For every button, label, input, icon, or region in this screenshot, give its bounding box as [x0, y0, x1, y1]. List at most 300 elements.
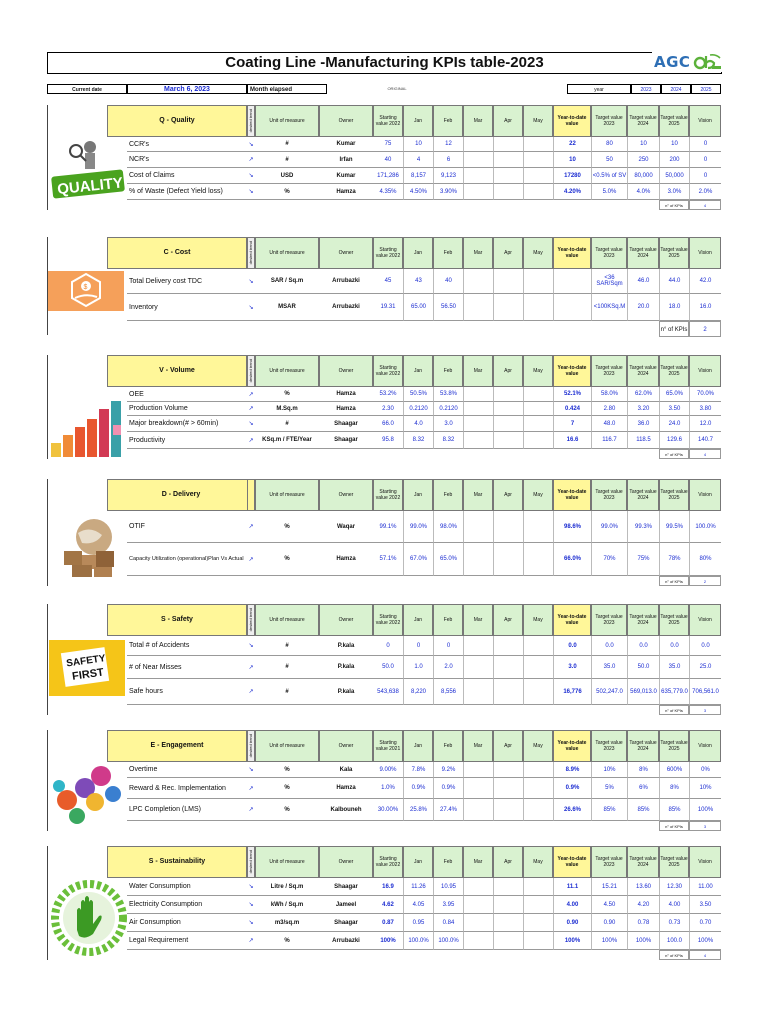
target-2025: 35.0	[659, 656, 689, 679]
owner: Hamza	[319, 402, 373, 416]
starting-value: 19.31	[373, 294, 403, 321]
section-header	[47, 479, 721, 511]
may-header: May	[523, 846, 553, 878]
kpi-count-value: 4	[689, 200, 721, 210]
kpi-row	[47, 762, 721, 778]
vision-header: Vision	[689, 604, 721, 636]
target-2023: 0.0	[591, 636, 627, 656]
mar-value	[463, 432, 493, 449]
feb-value: 3.95	[433, 896, 463, 914]
trend-arrow-icon: ↘	[247, 636, 255, 656]
trend-arrow-icon: ↗	[247, 778, 255, 799]
trend-header-text: desired trend	[248, 359, 253, 383]
jan-header: Jan	[403, 237, 433, 269]
target-2024-header: Target value 2024	[627, 105, 659, 137]
starting-value-header: Starting value 2021	[373, 730, 403, 762]
ytd-value: 7	[553, 416, 591, 432]
year-label: year	[567, 84, 631, 94]
section-header	[47, 105, 721, 137]
jan-value: 4.50%	[403, 184, 433, 200]
apr-header: Apr	[493, 730, 523, 762]
owner: Irfan	[319, 152, 373, 168]
unit-of-measure: #	[255, 416, 319, 432]
jan-header: Jan	[403, 105, 433, 137]
apr-header: Apr	[493, 846, 523, 878]
ytd-value: 4.00	[553, 896, 591, 914]
vision-value: 10%	[689, 778, 721, 799]
starting-value: 543,638	[373, 679, 403, 705]
target-2025: 0.0	[659, 636, 689, 656]
may-value	[523, 387, 553, 402]
target-2024: 85%	[627, 799, 659, 821]
trend-header	[247, 355, 255, 387]
target-2024: 13.60	[627, 878, 659, 896]
target-2025: 200	[659, 152, 689, 168]
kpi-count-label: n° of KPIs	[659, 449, 689, 459]
target-2023-header: Target value 2023	[591, 479, 627, 511]
kpi-row	[47, 896, 721, 914]
mar-value	[463, 762, 493, 778]
target-2025: 50,000	[659, 168, 689, 184]
section-title: C - Cost	[107, 237, 247, 269]
unit-of-measure: %	[255, 511, 319, 543]
kpi-row	[47, 137, 721, 152]
owner-header: Owner	[319, 237, 373, 269]
mar-value	[463, 896, 493, 914]
starting-value-header: Starting value 2022	[373, 355, 403, 387]
trend-header-text: desired trend	[248, 734, 253, 758]
apr-value	[493, 932, 523, 950]
kpi-name: % of Waste (Defect Yield loss)	[127, 184, 247, 200]
feb-value: 9,123	[433, 168, 463, 184]
target-2023: 100%	[591, 932, 627, 950]
mar-value	[463, 636, 493, 656]
section-border	[47, 479, 48, 586]
kpi-row	[47, 799, 721, 821]
target-2025: 12.30	[659, 878, 689, 896]
target-2025: 18.0	[659, 294, 689, 321]
feb-value: 40	[433, 269, 463, 294]
owner: Hamza	[319, 387, 373, 402]
may-value	[523, 152, 553, 168]
starting-value: 171,286	[373, 168, 403, 184]
vision-value: 0	[689, 152, 721, 168]
target-2025-header: Target value 2025	[659, 604, 689, 636]
ytd-value: 4.20%	[553, 184, 591, 200]
jan-value: 8.32	[403, 432, 433, 449]
trend-arrow-icon: ↗	[247, 679, 255, 705]
ytd-value: 0.9%	[553, 778, 591, 799]
kpi-count-label: n° of KPIs	[659, 821, 689, 831]
vision-header: Vision	[689, 479, 721, 511]
feb-value: 12	[433, 137, 463, 152]
year-2025: 2025	[691, 84, 721, 94]
jan-header: Jan	[403, 355, 433, 387]
kpi-name: Safe hours	[127, 679, 247, 705]
unit-of-measure: %	[255, 543, 319, 576]
may-value	[523, 679, 553, 705]
trend-arrow-icon: ↗	[247, 656, 255, 679]
target-2025-header: Target value 2025	[659, 846, 689, 878]
may-value	[523, 914, 553, 932]
starting-value: 0	[373, 636, 403, 656]
trend-header	[247, 105, 255, 137]
starting-value: 100%	[373, 932, 403, 950]
may-value	[523, 402, 553, 416]
may-header: May	[523, 604, 553, 636]
may-value	[523, 778, 553, 799]
unit-of-measure: MSAR	[255, 294, 319, 321]
apr-value	[493, 656, 523, 679]
mar-value	[463, 184, 493, 200]
target-2023: 80	[591, 137, 627, 152]
ytd-header: Year-to-date value	[553, 604, 591, 636]
jan-header: Jan	[403, 730, 433, 762]
target-2023: <0.5% of SV	[591, 168, 627, 184]
target-2023: 5.0%	[591, 184, 627, 200]
kpi-name: NCR's	[127, 152, 247, 168]
feb-value: 9.2%	[433, 762, 463, 778]
feb-value: 53.8%	[433, 387, 463, 402]
section-title: D - Delivery	[107, 479, 255, 511]
apr-header: Apr	[493, 355, 523, 387]
target-2023: 10%	[591, 762, 627, 778]
starting-value: 99.1%	[373, 511, 403, 543]
feb-value: 8,556	[433, 679, 463, 705]
jan-header: Jan	[403, 479, 433, 511]
target-2024: 99.3%	[627, 511, 659, 543]
target-2025-header: Target value 2025	[659, 105, 689, 137]
may-header: May	[523, 730, 553, 762]
starting-value: 40	[373, 152, 403, 168]
kpi-row	[47, 511, 721, 543]
may-value	[523, 932, 553, 950]
mar-value	[463, 269, 493, 294]
owner: P.kala	[319, 636, 373, 656]
vision-header: Vision	[689, 730, 721, 762]
mar-value	[463, 656, 493, 679]
may-value	[523, 762, 553, 778]
target-2025: 65.0%	[659, 387, 689, 402]
unit-of-measure: #	[255, 656, 319, 679]
jan-value: 8,220	[403, 679, 433, 705]
kpi-row	[47, 152, 721, 168]
kpi-row	[47, 778, 721, 799]
vision-value: 0%	[689, 762, 721, 778]
trend-header-text: desired trend	[248, 608, 253, 632]
target-2023: 0.90	[591, 914, 627, 932]
starting-value: 9.00%	[373, 762, 403, 778]
target-2023: 4.50	[591, 896, 627, 914]
unit-header: Unit of measure	[255, 604, 319, 636]
apr-header: Apr	[493, 479, 523, 511]
vision-value: 100.0%	[689, 511, 721, 543]
current-date-value: March 6, 2023	[127, 84, 247, 94]
mar-value	[463, 878, 493, 896]
mar-header: Mar	[463, 479, 493, 511]
kpi-row	[47, 402, 721, 416]
jan-value: 100.0%	[403, 932, 433, 950]
mar-header: Mar	[463, 237, 493, 269]
mar-header: Mar	[463, 846, 493, 878]
unit-of-measure: #	[255, 636, 319, 656]
target-2025: 129.6	[659, 432, 689, 449]
ytd-value: 11.1	[553, 878, 591, 896]
ytd-header: Year-to-date value	[553, 479, 591, 511]
kpi-row	[47, 184, 721, 200]
may-value	[523, 896, 553, 914]
target-2024: 0.0	[627, 636, 659, 656]
feb-header: Feb	[433, 846, 463, 878]
target-2023: 502,247.0	[591, 679, 627, 705]
svg-text:QUALITY: QUALITY	[56, 174, 124, 199]
feb-value: 0.2120	[433, 402, 463, 416]
owner: P.kala	[319, 656, 373, 679]
target-2024: 8%	[627, 762, 659, 778]
target-2025: 44.0	[659, 269, 689, 294]
owner: Shaagar	[319, 914, 373, 932]
vision-value: 42.0	[689, 269, 721, 294]
owner: Hamza	[319, 184, 373, 200]
vision-value: 3.50	[689, 896, 721, 914]
unit-header: Unit of measure	[255, 355, 319, 387]
target-2024-header: Target value 2024	[627, 479, 659, 511]
target-2025: 85%	[659, 799, 689, 821]
trend-arrow-icon: ↘	[247, 269, 255, 294]
target-2025: 3.50	[659, 402, 689, 416]
apr-value	[493, 914, 523, 932]
owner: Shaagar	[319, 432, 373, 449]
kpi-count-label: n° of KPIs	[659, 321, 689, 337]
feb-value: 8.32	[433, 432, 463, 449]
target-2023-header: Target value 2023	[591, 355, 627, 387]
trend-arrow-icon: ↘	[247, 184, 255, 200]
apr-value	[493, 168, 523, 184]
apr-value	[493, 152, 523, 168]
unit-of-measure: #	[255, 137, 319, 152]
owner: Arrubazki	[319, 269, 373, 294]
ytd-value: 17280	[553, 168, 591, 184]
ytd-value: 8.9%	[553, 762, 591, 778]
may-value	[523, 294, 553, 321]
trend-header	[247, 604, 255, 636]
may-value	[523, 878, 553, 896]
kpi-row	[47, 432, 721, 449]
jan-value: 25.8%	[403, 799, 433, 821]
kpi-name: Electricity Consumption	[127, 896, 247, 914]
feb-value: 65.0%	[433, 543, 463, 576]
kpi-count-value: 3	[689, 821, 721, 831]
trend-arrow-icon: ↗	[247, 543, 255, 576]
original-label: ORIGINAL	[387, 86, 407, 91]
target-2025: 10	[659, 137, 689, 152]
year-2024: 2024	[661, 84, 691, 94]
jan-value: 0.2120	[403, 402, 433, 416]
starting-value: 2.30	[373, 402, 403, 416]
target-2025-header: Target value 2025	[659, 730, 689, 762]
ytd-value: 100%	[553, 932, 591, 950]
ytd-header: Year-to-date value	[553, 730, 591, 762]
kpi-name: OTIF	[127, 511, 247, 543]
kpi-count-value: 4	[689, 950, 721, 960]
feb-value: 0	[433, 636, 463, 656]
starting-value-header: Starting value 2022	[373, 105, 403, 137]
ytd-value: 52.1%	[553, 387, 591, 402]
target-2024: 75%	[627, 543, 659, 576]
kpi-name: Capacity Utilization (operational)Plan Vs Actual	[127, 543, 247, 576]
owner: Kumar	[319, 137, 373, 152]
may-value	[523, 168, 553, 184]
unit-header: Unit of measure	[255, 237, 319, 269]
section-title: S - Sustainability	[107, 846, 247, 878]
starting-value: 66.0	[373, 416, 403, 432]
unit-of-measure: %	[255, 932, 319, 950]
vision-header: Vision	[689, 237, 721, 269]
section-title: V - Volume	[107, 355, 247, 387]
feb-value: 6	[433, 152, 463, 168]
kpi-count-label: n° of KPIs	[659, 950, 689, 960]
feb-header: Feb	[433, 604, 463, 636]
trend-arrow-icon: ↘	[247, 914, 255, 932]
target-2024: 6%	[627, 778, 659, 799]
may-value	[523, 269, 553, 294]
vision-value: 0.70	[689, 914, 721, 932]
owner: Hamza	[319, 778, 373, 799]
target-2024: 3.20	[627, 402, 659, 416]
feb-header: Feb	[433, 105, 463, 137]
may-value	[523, 543, 553, 576]
ytd-value	[553, 294, 591, 321]
kpi-row	[47, 269, 721, 294]
target-2025: 24.0	[659, 416, 689, 432]
vision-value: 2.0%	[689, 184, 721, 200]
unit-of-measure: #	[255, 152, 319, 168]
kpi-row	[47, 679, 721, 705]
target-2025: 635,779.0	[659, 679, 689, 705]
apr-value	[493, 184, 523, 200]
target-2025: 600%	[659, 762, 689, 778]
target-2025: 100.0	[659, 932, 689, 950]
target-2024-header: Target value 2024	[627, 730, 659, 762]
ytd-value: 16,776	[553, 679, 591, 705]
kpi-name: OEE	[127, 387, 247, 402]
target-2024: 20.0	[627, 294, 659, 321]
trend-arrow-icon: ↗	[247, 387, 255, 402]
vision-value: 706,561.0	[689, 679, 721, 705]
feb-value: 0.84	[433, 914, 463, 932]
feb-header: Feb	[433, 237, 463, 269]
section-header	[47, 355, 721, 387]
owner-header: Owner	[319, 604, 373, 636]
mar-value	[463, 799, 493, 821]
vision-value: 140.7	[689, 432, 721, 449]
trend-arrow-icon: ↗	[247, 152, 255, 168]
svg-text:FIRST: FIRST	[71, 666, 105, 683]
jan-value: 7.8%	[403, 762, 433, 778]
target-2023-header: Target value 2023	[591, 730, 627, 762]
jan-value: 67.0%	[403, 543, 433, 576]
ytd-value: 16.6	[553, 432, 591, 449]
jan-value: 65.00	[403, 294, 433, 321]
unit-header: Unit of measure	[255, 479, 319, 511]
current-date-label: Current date	[47, 84, 127, 94]
may-header: May	[523, 355, 553, 387]
starting-value: 4.62	[373, 896, 403, 914]
target-2023: <100KSq.M	[591, 294, 627, 321]
apr-value	[493, 896, 523, 914]
target-2025: 8%	[659, 778, 689, 799]
feb-header: Feb	[433, 730, 463, 762]
section-header	[47, 846, 721, 878]
jan-header: Jan	[403, 846, 433, 878]
ytd-value: 66.0%	[553, 543, 591, 576]
month-elapsed-label: Month elapsed	[247, 84, 327, 94]
target-2023: 5%	[591, 778, 627, 799]
company-logo	[652, 52, 722, 72]
trend-arrow-icon: ↗	[247, 511, 255, 543]
section-border	[47, 355, 48, 459]
target-2024: 62.0%	[627, 387, 659, 402]
trend-arrow-icon: ↗	[247, 432, 255, 449]
may-value	[523, 799, 553, 821]
kpi-count-label: n° of KPIs	[659, 200, 689, 210]
target-2025: 99.5%	[659, 511, 689, 543]
mar-value	[463, 137, 493, 152]
apr-value	[493, 778, 523, 799]
target-2023: 15.21	[591, 878, 627, 896]
vision-value: 80%	[689, 543, 721, 576]
jan-value: 4	[403, 152, 433, 168]
kpi-row	[47, 656, 721, 679]
trend-arrow-icon: ↘	[247, 168, 255, 184]
unit-of-measure: M.Sq.m	[255, 402, 319, 416]
target-2023-header: Target value 2023	[591, 604, 627, 636]
vision-header: Vision	[689, 846, 721, 878]
kpi-name: Overtime	[127, 762, 247, 778]
ytd-value: 0.0	[553, 636, 591, 656]
page-title: Coating Line -Manufacturing KPIs table-2023	[225, 54, 544, 71]
mar-header: Mar	[463, 105, 493, 137]
apr-value	[493, 402, 523, 416]
kpi-row	[47, 294, 721, 321]
vision-value: 25.0	[689, 656, 721, 679]
apr-value	[493, 679, 523, 705]
kpi-row	[47, 543, 721, 576]
apr-value	[493, 636, 523, 656]
owner: Shaagar	[319, 878, 373, 896]
vision-header: Vision	[689, 105, 721, 137]
starting-value: 75	[373, 137, 403, 152]
kpi-count-label: n° of KPIs	[659, 705, 689, 715]
agc-logo-text: AGC	[654, 53, 691, 71]
target-2024: 100%	[627, 932, 659, 950]
apr-value	[493, 543, 523, 576]
owner: Waqar	[319, 511, 373, 543]
vision-value: 0	[689, 137, 721, 152]
owner: Kala	[319, 762, 373, 778]
apr-value	[493, 387, 523, 402]
apr-value	[493, 294, 523, 321]
mar-value	[463, 152, 493, 168]
target-2025: 4.00	[659, 896, 689, 914]
starting-value: 16.9	[373, 878, 403, 896]
vision-value: 3.80	[689, 402, 721, 416]
vision-value: 12.0	[689, 416, 721, 432]
ytd-value	[553, 269, 591, 294]
kpi-name: Productivity	[127, 432, 247, 449]
kpi-name: LPC Completion (LMS)	[127, 799, 247, 821]
owner: Jameel	[319, 896, 373, 914]
